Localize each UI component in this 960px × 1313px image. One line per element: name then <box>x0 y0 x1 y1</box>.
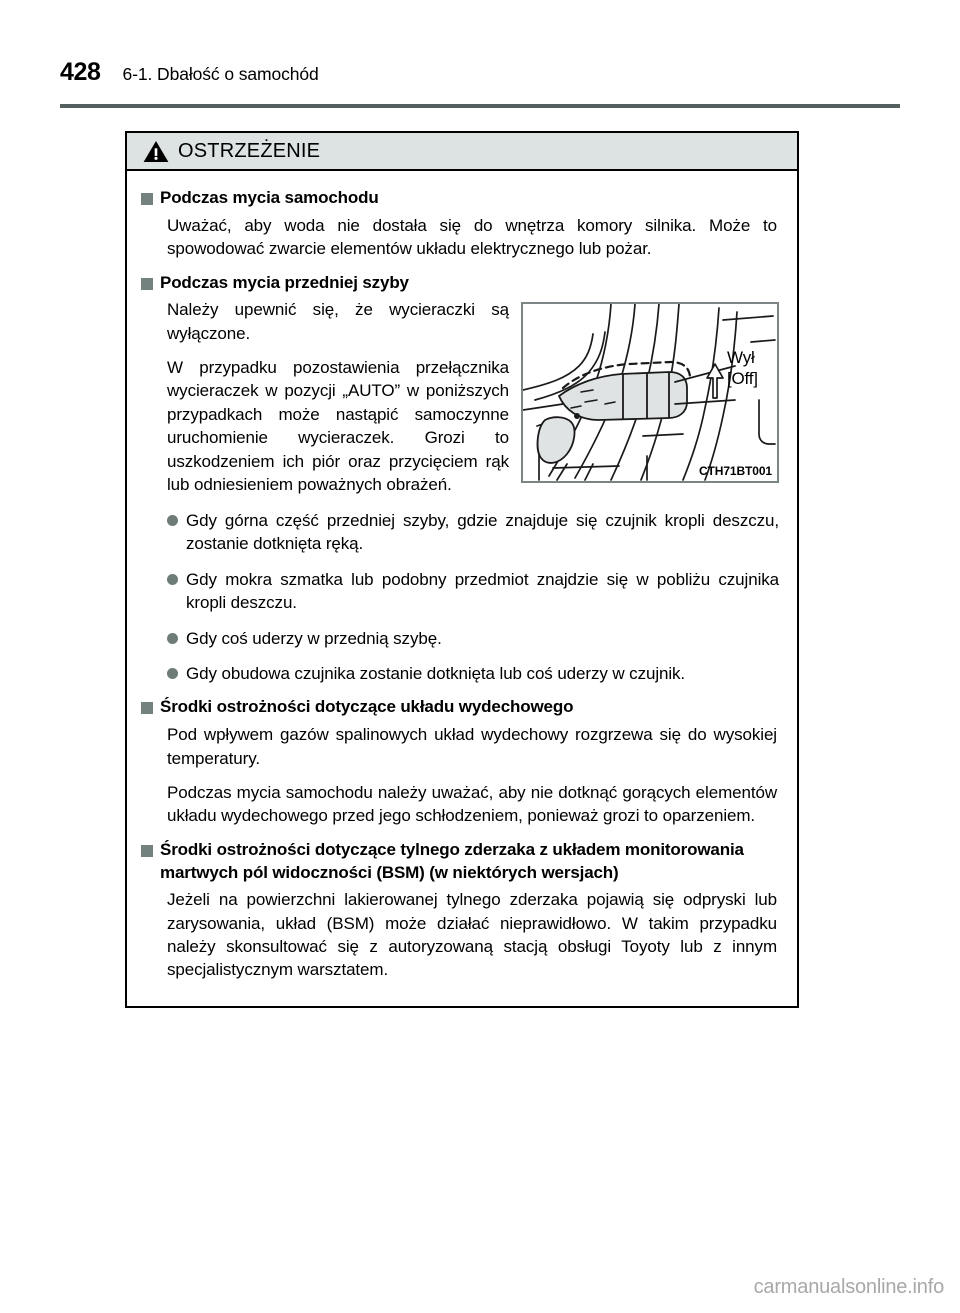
page-number: 428 <box>60 58 101 86</box>
windshield-text-with-figure <box>141 298 779 497</box>
warning-box <box>125 131 799 1008</box>
figure-code: CTH71BT001 <box>698 464 772 479</box>
list-item-text: Gdy mokra szmatka lub podobny przedmiot znajdzie się w pobliżu czujnika kropli deszczu. <box>186 569 779 613</box>
header-divider-rule <box>60 104 900 108</box>
warning-box-body <box>127 171 797 1006</box>
section-heading-bsm-rear-bumper <box>141 839 779 884</box>
section-heading-text: Środki ostrożności dotyczące tylnego zderzaka z układem monitorowania martwych pól widoczności (BSM) (w niektórych wersjach) <box>160 839 744 882</box>
list-item <box>167 509 779 556</box>
section-heading-text: Środki ostrożności dotyczące układu wydechowego <box>160 697 574 717</box>
windshield-bullet-list <box>167 509 779 686</box>
round-bullet-icon <box>167 574 178 585</box>
section-heading-text: Podczas mycia przedniej szyby <box>160 272 409 292</box>
paragraph-windshield-1: Należy upewnić się, że wycieraczki są wyłączone. <box>167 300 509 343</box>
square-bullet-icon <box>141 702 153 714</box>
section-heading-washing-windshield <box>141 272 779 295</box>
section-heading-exhaust-system <box>141 696 779 719</box>
page-header <box>60 58 900 98</box>
warning-box-header <box>127 133 797 171</box>
section-title: 6-1. Dbałość o samochód <box>122 64 319 84</box>
list-item <box>167 568 779 615</box>
list-item-text: Gdy coś uderzy w przednią szybę. <box>186 628 442 648</box>
wiper-stalk-drawing <box>523 304 777 481</box>
round-bullet-icon <box>167 668 178 679</box>
warning-title: OSTRZEŻENIE <box>178 139 321 162</box>
square-bullet-icon <box>141 845 153 857</box>
wiper-stalk-off-position-illustration <box>521 302 779 483</box>
paragraph-exhaust-2: Podczas mycia samochodu należy uważać, aby nie dotknąć gorących elementów układu wydechowego przed jego schłodzeniem, ponieważ grozi to oparzeniem. <box>167 782 777 826</box>
figure-container <box>521 302 779 483</box>
figure-label-off-line2: [Off] <box>727 368 758 388</box>
square-bullet-icon <box>141 193 153 205</box>
paragraph-bsm-1: Jeżeli na powierzchni lakierowanej tylnego zderzaka pojawią się odpryski lub zarysowania, układ (BSM) może działać nieprawidłowo. W takim przypadku należy skonsultować się z autoryzowaną stacją obsługi Toyoty lub z innym specjalistycznym warsztatem. <box>167 890 777 980</box>
figure-label-off <box>727 348 758 389</box>
figure-label-off-line1: Wył <box>727 348 755 368</box>
list-item-text: Gdy obudowa czujnika zostanie dotknięta lub coś uderzy w czujnik. <box>186 664 686 684</box>
round-bullet-icon <box>167 515 178 526</box>
paragraph-exhaust-1: Pod wpływem gazów spalinowych układ wydechowy rozgrzewa się do wysokiej temperatury. <box>167 725 777 768</box>
site-watermark: carmanualsonline.info <box>753 1276 944 1298</box>
section-heading-washing-car <box>141 187 779 210</box>
warning-triangle-icon <box>143 140 169 163</box>
round-bullet-icon <box>167 633 178 644</box>
paragraph-washing-car-1: Uważać, aby woda nie dostała się do wnętrza komory silnika. Może to spowodować zwarcie elementów układu elektrycznego lub pożar. <box>167 215 777 259</box>
list-item <box>167 627 779 650</box>
section-heading-text: Podczas mycia samochodu <box>160 188 379 207</box>
square-bullet-icon <box>141 278 153 290</box>
list-item <box>167 662 779 685</box>
paragraph-windshield-2: W przypadku pozostawienia przełącznika wycieraczek w pozycji „AUTO” w poniższych przypadkach może nastąpić samoczynne uruchomienie wycieraczek. Grozi to uszkodzeniem ich piór oraz przycięciem rąk lub odniesieniem poważnych obrażeń. <box>167 358 509 495</box>
list-item-text: Gdy górna część przedniej szyby, gdzie znajduje się czujnik kropli deszczu, zostanie dotknięta ręką. <box>186 510 779 554</box>
